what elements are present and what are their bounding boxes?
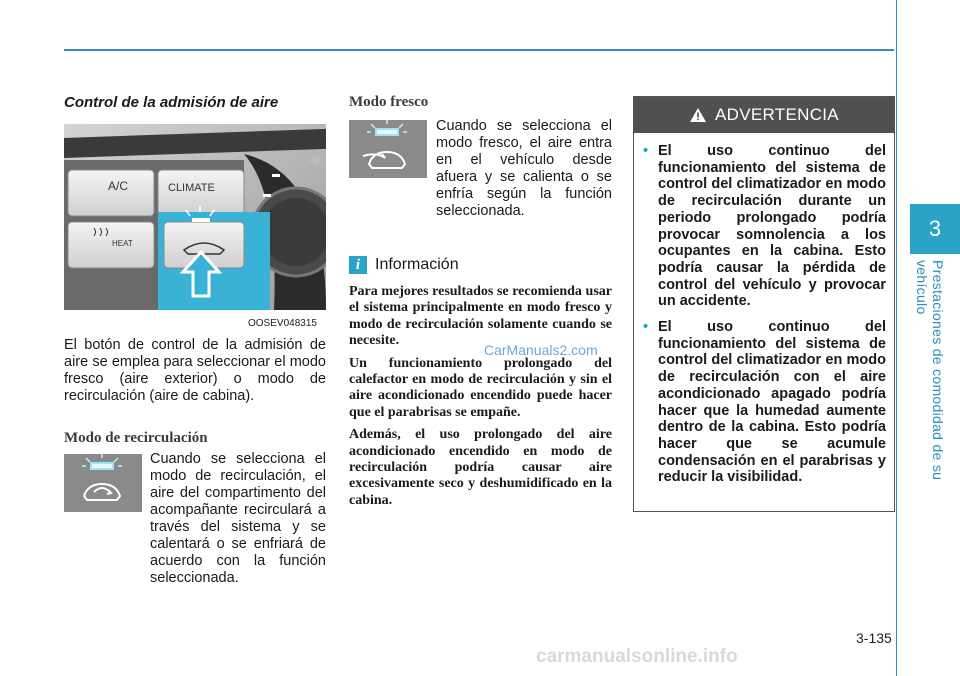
climate-label: CLIMATE <box>168 182 215 194</box>
warning-item: • El uso continuo del funcionamiento del sistema de control del climatizador en modo de recirculación durante un periodo prolongado podría provocar somnolencia a los ocupantes en la cabina. Esto podría causar la pérdida de control del vehículo y provocar un accidente. <box>643 143 886 310</box>
chapter-tab <box>910 204 960 254</box>
chapter-title: Prestaciones de comodidad de su vehículo <box>914 260 946 481</box>
control-panel-image <box>64 124 326 310</box>
warning-item-text: El uso continuo del funcionamiento del sistema de control del climatizador en modo de recirculación durante un periodo prolongado podría provocar somnolencia a los ocupantes en la cabina. Esto podría causar la pérdida de control del vehículo y provocar un accidente. <box>658 143 886 310</box>
info-heading <box>349 256 459 274</box>
fresh-text: Cuando se selecciona el modo fresco, el aire entra en el vehículo desde afuera y se calienta o se enfría según la función seleccionada. <box>436 118 612 219</box>
warning-box <box>633 96 895 512</box>
image-caption: OOSEV048315 <box>248 318 317 329</box>
page-number: 3-135 <box>856 630 892 646</box>
info-paragraph: Un funcionamiento prolongado del calefactor en modo de recirculación y sin el aire acondicionado encendido puede hacer que el parabrisas se empañe. <box>349 355 612 420</box>
warning-item-text: El uso continuo del funcionamiento del sistema de control del climatizador en modo de recirculación con el aire acondicionado apagado podría hacer que la humedad aumente dentro de la cabina. Esto podría hacer que se acumule condensación en el parabrisas y reducir la visibilidad. <box>658 319 886 486</box>
watermark-middle: CarManuals2.com <box>484 342 598 358</box>
side-rule <box>896 0 897 676</box>
info-title: Información <box>375 256 459 273</box>
info-icon: i <box>349 256 367 274</box>
header-rule <box>64 49 894 51</box>
ac-label: A/C <box>108 179 129 193</box>
info-body <box>349 284 612 515</box>
fresh-air-icon <box>349 120 427 178</box>
warning-list <box>634 133 894 486</box>
chapter-number: 3 <box>928 216 942 241</box>
section-title: Control de la admisión de aire <box>64 94 279 111</box>
warning-icon <box>689 107 707 123</box>
recirculation-text: Cuando se selecciona el modo de recirculación, el aire del compartimento del acompañante recirculará a través del sistema y se calentará o se enfriará de acuerdo con la función seleccionada. <box>150 451 326 586</box>
info-paragraph: Para mejores resultados se recomienda usar el sistema principalmente en modo fresco y modo de recirculación solamente cuando se necesite. <box>349 284 612 349</box>
intro-paragraph: El botón de control de la admisión de aire se emplea para seleccionar el modo fresco (aire exterior) o modo de recirculación (aire de cabina). <box>64 337 326 404</box>
warning-title: ADVERTENCIA <box>715 105 839 124</box>
heat-label: HEAT <box>112 239 133 248</box>
warning-header <box>634 97 894 133</box>
recirculation-heading: Modo de recirculación <box>64 430 208 446</box>
fresh-heading: Modo fresco <box>349 94 429 110</box>
watermark-bottom: carmanualsonline.info <box>536 646 738 667</box>
recirculation-icon <box>64 454 142 512</box>
info-paragraph: Además, el uso prolongado del aire acondicionado encendido en modo de recirculación podría causar aire excesivamente seco y deshumidificado en la cabina. <box>349 427 612 508</box>
warning-item: • El uso continuo del funcionamiento del sistema de control del climatizador en modo de recirculación con el aire acondicionado apagado podría hacer que la humedad aumente dentro de la cabina. Esto podría hacer que se acumule condensación en el parabrisas y reducir la visibilidad. <box>643 319 886 486</box>
